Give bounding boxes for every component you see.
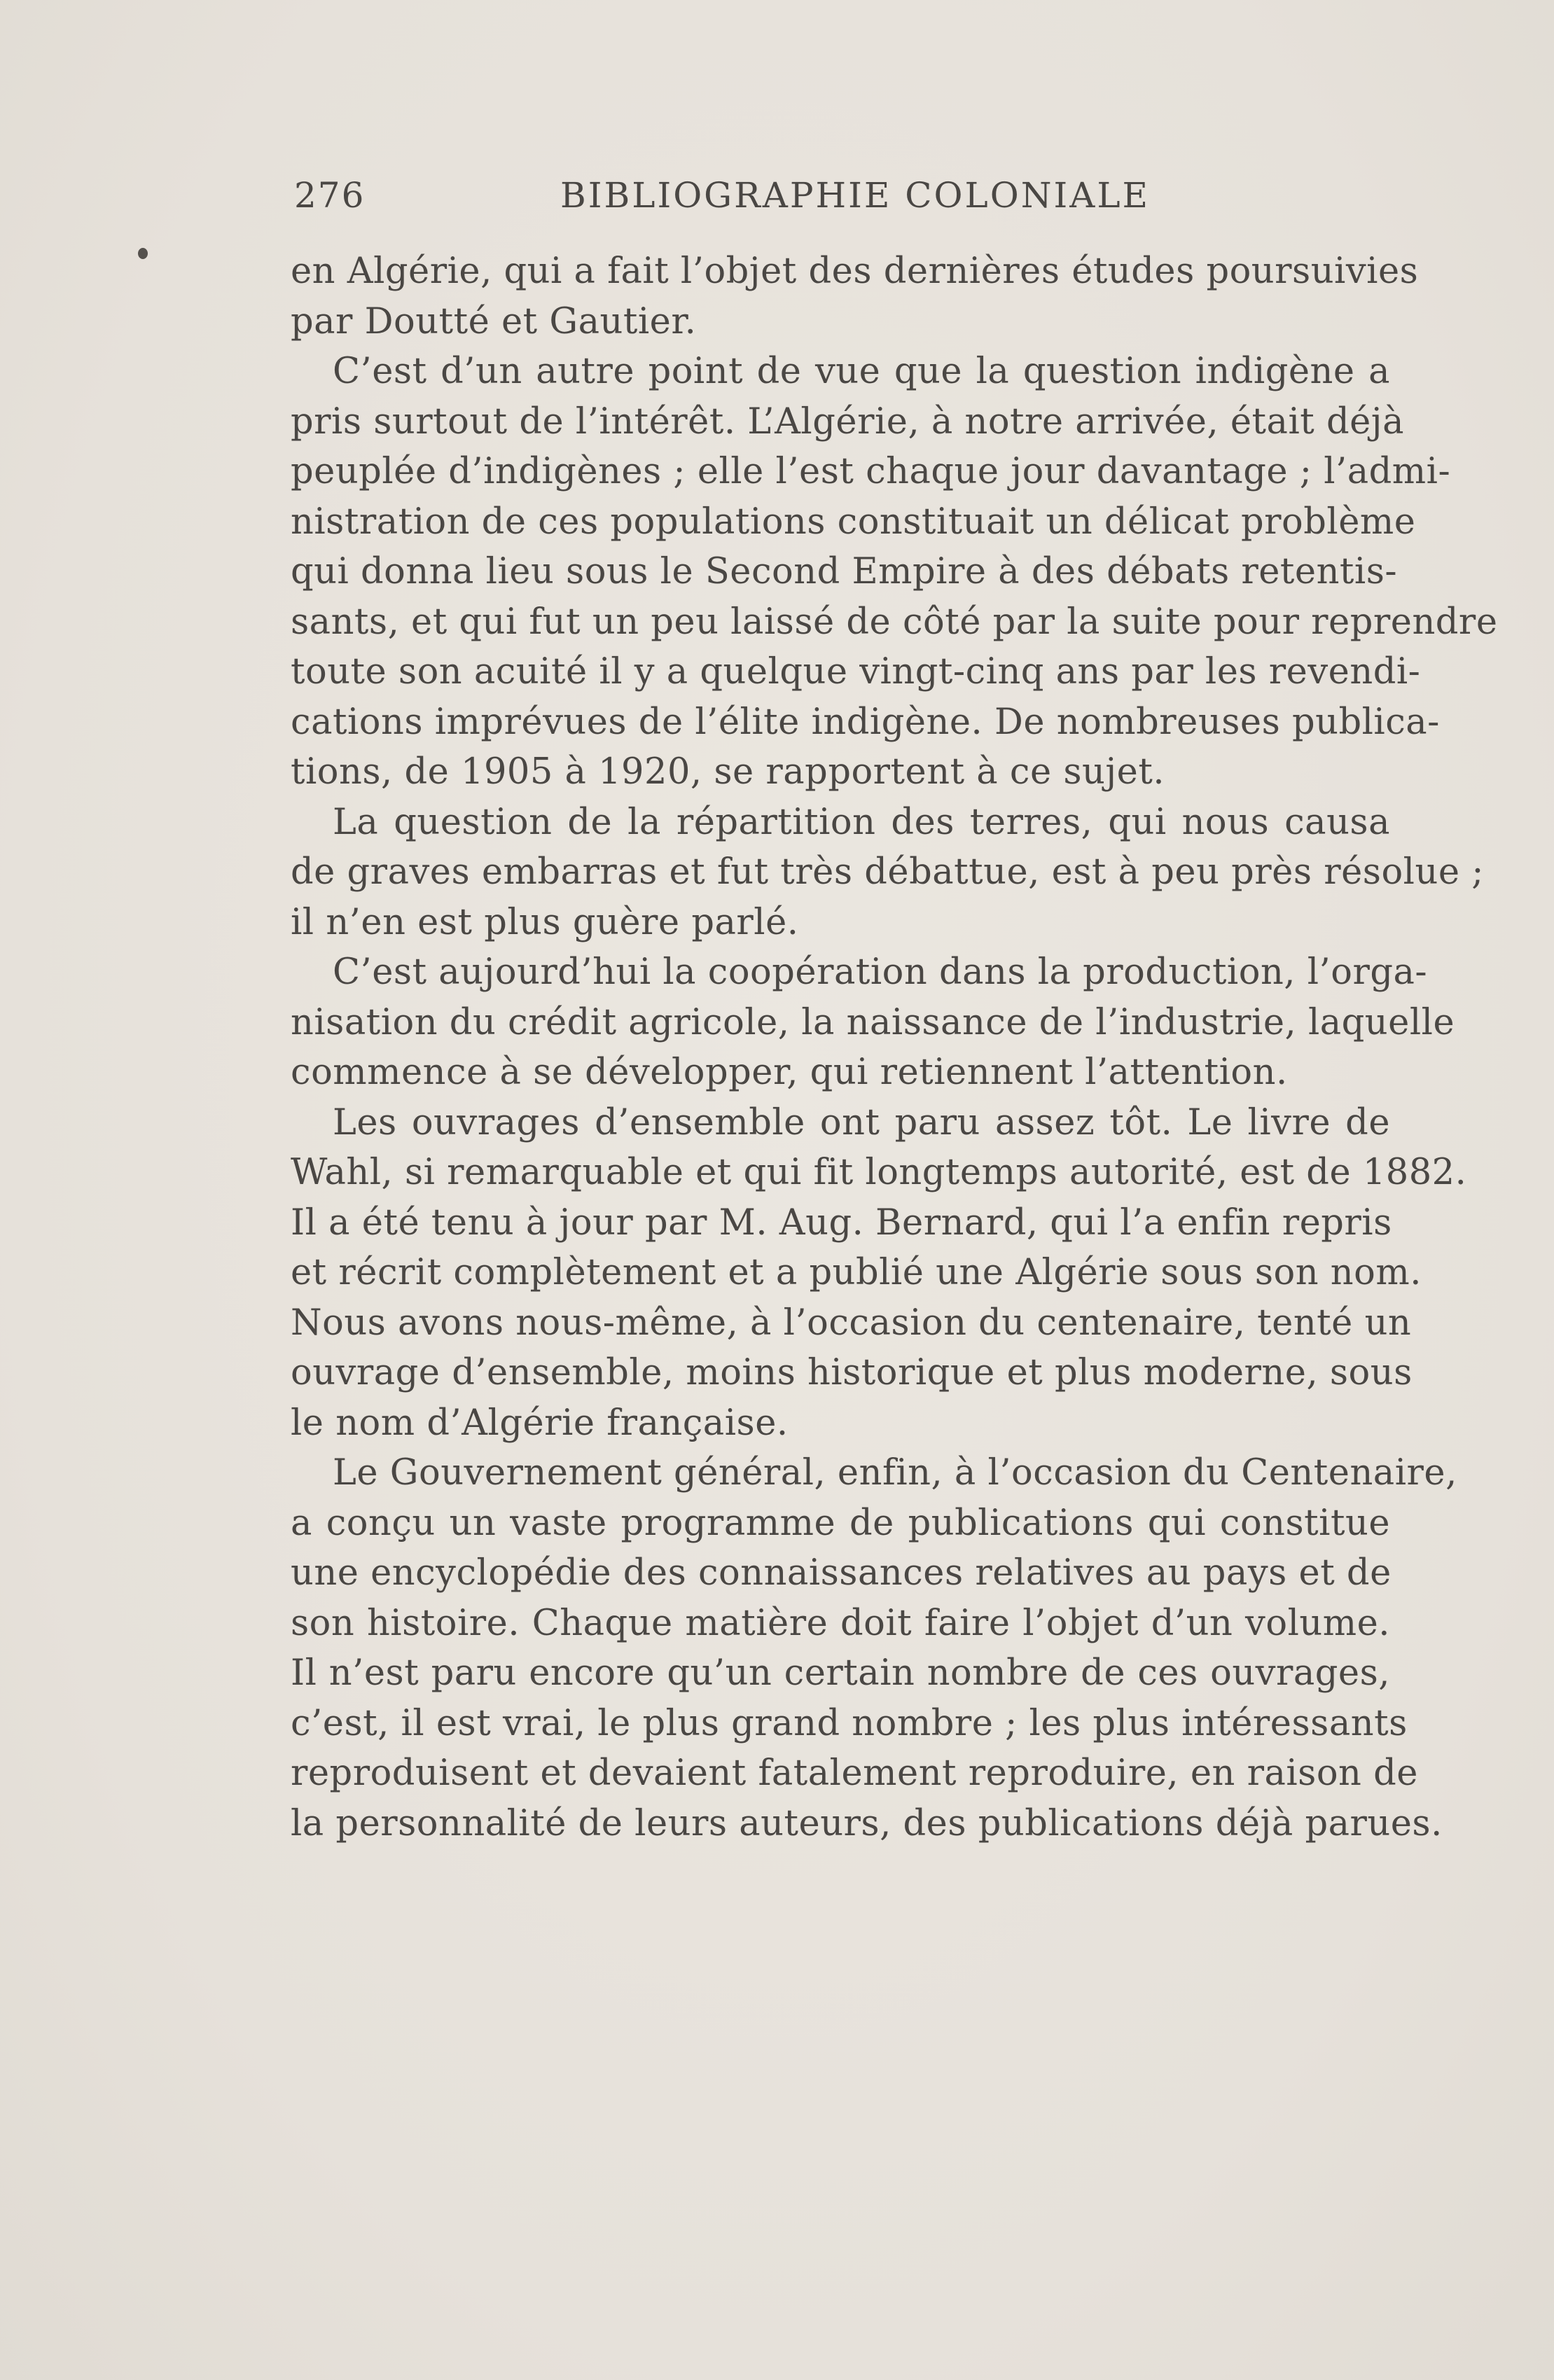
text-line: C’est aujourd’hui la coopération dans la production, l’orga- xyxy=(333,952,1428,993)
text-line: a conçu un vaste programme de publications qui constitue xyxy=(291,1502,1390,1544)
text-line: ouvrage d’ensemble, moins historique et plus moderne, sous xyxy=(291,1352,1413,1393)
text-line: Wahl, si remarquable et qui fit longtemps autorité, est de 1882. xyxy=(291,1152,1467,1193)
text-line: le nom d’Algérie française. xyxy=(291,1402,789,1444)
text-line: en Algérie, qui a fait l’objet des dernières études poursuivies xyxy=(291,251,1419,292)
text-line: son histoire. Chaque matière doit faire l’objet d’un volume. xyxy=(291,1602,1390,1644)
text-line: sants, et qui fut un peu laissé de côté par la suite pour reprendre xyxy=(291,601,1498,643)
body-text xyxy=(291,246,1498,1849)
text-line: La question de la répartition des terres, qui nous causa xyxy=(333,801,1390,843)
page-number: 276 xyxy=(294,175,366,216)
text-line: Les ouvrages d’ensemble ont paru assez tôt. Le livre de xyxy=(333,1101,1390,1143)
text-line: Il n’est paru encore qu’un certain nombre de ces ouvrages, xyxy=(291,1652,1390,1694)
text-line: de graves embarras et fut très débattue, est à peu près résolue ; xyxy=(291,851,1484,893)
text-line: nistration de ces populations constituait un délicat problème xyxy=(291,501,1416,543)
text-line: cations imprévues de l’élite indigène. De nombreuses publica- xyxy=(291,701,1440,743)
text-line: et récrit complètement et a publié une Algérie sous son nom. xyxy=(291,1252,1422,1293)
text-line: commence à se développer, qui retiennent l’attention. xyxy=(291,1052,1288,1093)
text-line: c’est, il est vrai, le plus grand nombre ; les plus intéressants xyxy=(291,1702,1408,1744)
text-line: Il a été tenu à jour par M. Aug. Bernard, qui l’a enfin repris xyxy=(291,1202,1392,1244)
page-header xyxy=(291,175,1390,224)
text-line: pris surtout de l’intérêt. L’Algérie, à notre arrivée, était déjà xyxy=(291,401,1405,443)
text-line: la personnalité de leurs auteurs, des publications déjà parues. xyxy=(291,1802,1443,1844)
text-line: reproduisent et devaient fatalement reproduire, en raison de xyxy=(291,1753,1418,1794)
text-line: qui donna lieu sous le Second Empire à des débats retentis- xyxy=(291,551,1398,592)
text-line: Nous avons nous-même, à l’occasion du centenaire, tenté un xyxy=(291,1302,1412,1344)
running-title: BIBLIOGRAPHIE COLONIALE xyxy=(560,175,1151,216)
text-line: peuplée d’indigènes ; elle l’est chaque jour davantage ; l’admi- xyxy=(291,451,1451,492)
text-line: nisation du crédit agricole, la naissance de l’industrie, laquelle xyxy=(291,1001,1455,1043)
text-line: C’est d’un autre point de vue que la question indigène a xyxy=(333,351,1390,392)
ink-spot xyxy=(138,248,148,259)
text-line: par Doutté et Gautier. xyxy=(291,300,697,342)
text-line: toute son acuité il y a quelque vingt-cinq ans par les revendi- xyxy=(291,651,1421,693)
text-line: tions, de 1905 à 1920, se rapportent à ce sujet. xyxy=(291,751,1165,793)
text-line: une encyclopédie des connaissances relatives au pays et de xyxy=(291,1552,1392,1594)
text-line: il n’en est plus guère parlé. xyxy=(291,901,799,943)
text-line: Le Gouvernement général, enfin, à l’occasion du Centenaire, xyxy=(333,1452,1457,1494)
